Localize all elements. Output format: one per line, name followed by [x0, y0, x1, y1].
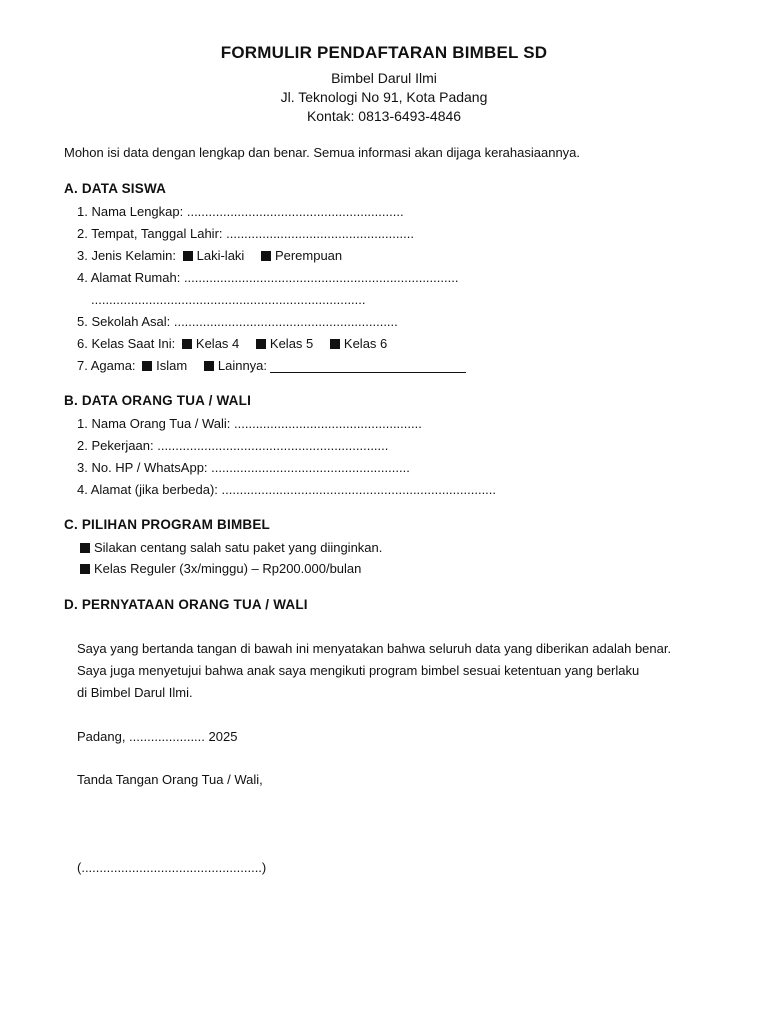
agama-label: 7. Agama: — [77, 358, 136, 373]
checkbox-perempuan[interactable] — [261, 251, 271, 261]
lainnya-input-line[interactable] — [270, 359, 466, 373]
org-address: Jl. Teknologi No 91, Kota Padang — [280, 89, 488, 105]
checkbox-kelas-6[interactable] — [330, 339, 340, 349]
option-perempuan: Perempuan — [274, 248, 343, 263]
program-option-reguler — [77, 561, 361, 576]
kelas-label: 6. Kelas Saat Ini: — [77, 336, 176, 351]
option-kelas-4: Kelas 4 — [195, 336, 240, 351]
field-alamat-rumah: 4. Alamat Rumah: ............................................................................ — [77, 270, 459, 285]
field-tempat-tanggal-lahir: 2. Tempat, Tanggal Lahir: .................................................... — [77, 226, 414, 241]
statement-line-3: di Bimbel Darul Ilmi. — [77, 685, 193, 700]
field-sekolah-asal: 5. Sekolah Asal: .............................................................. — [77, 314, 398, 329]
checkbox-laki-laki[interactable] — [183, 251, 193, 261]
section-a-heading: A. DATA SISWA — [64, 181, 167, 196]
section-b-heading: B. DATA ORANG TUA / WALI — [64, 393, 252, 408]
section-c-heading: C. PILIHAN PROGRAM BIMBEL — [64, 517, 270, 532]
org-name: Bimbel Darul Ilmi — [331, 70, 437, 86]
form-title: FORMULIR PENDAFTARAN BIMBEL SD — [220, 43, 548, 62]
program-instruction — [77, 540, 382, 555]
program-instruction-text: Silakan centang salah satu paket yang diinginkan. — [94, 540, 383, 555]
statement-line-2: Saya juga menyetujui bahwa anak saya mengikuti program bimbel sesuai ketentuan yang berlaku — [77, 663, 640, 678]
field-alamat-wali: 4. Alamat (jika berbeda): ............................................................................ — [77, 482, 497, 497]
jenis-kelamin-label: 3. Jenis Kelamin: — [77, 248, 176, 263]
option-islam: Islam — [156, 358, 188, 373]
intro-text: Mohon isi data dengan lengkap dan benar. Semua informasi akan dijaga kerahasiaannya. — [64, 145, 581, 160]
signature-label: Tanda Tangan Orang Tua / Wali, — [77, 772, 263, 787]
bullet-box — [80, 543, 90, 553]
option-kelas-reguler: Kelas Reguler (3x/minggu) – Rp200.000/bulan — [94, 561, 362, 576]
org-contact: Kontak: 0813-6493-4846 — [306, 108, 462, 124]
checkbox-islam[interactable] — [142, 361, 152, 371]
checkbox-kelas-reguler[interactable] — [80, 564, 90, 574]
field-jenis-kelamin — [77, 248, 342, 263]
option-kelas-6: Kelas 6 — [343, 336, 388, 351]
signature-line: (..................................................) — [77, 860, 267, 875]
field-kelas — [77, 336, 387, 351]
checkbox-lainnya[interactable] — [204, 361, 214, 371]
option-kelas-5: Kelas 5 — [269, 336, 314, 351]
statement-line-1: Saya yang bertanda tangan di bawah ini menyatakan bahwa seluruh data yang diberikan adalah benar. — [77, 641, 672, 656]
field-nama-orang-tua: 1. Nama Orang Tua / Wali: .................................................... — [77, 416, 422, 431]
section-d-heading: D. PERNYATAAN ORANG TUA / WALI — [64, 597, 308, 612]
field-alamat-rumah-cont: ............................................................................ — [91, 292, 366, 307]
field-nama-lengkap: 1. Nama Lengkap: ............................................................ — [77, 204, 404, 219]
field-pekerjaan: 2. Pekerjaan: ................................................................ — [77, 438, 389, 453]
option-lainnya: Lainnya: — [217, 358, 268, 373]
checkbox-kelas-4[interactable] — [182, 339, 192, 349]
field-no-hp: 3. No. HP / WhatsApp: ....................................................... — [77, 460, 410, 475]
place-date: Padang, ..................... 2025 — [77, 729, 238, 744]
checkbox-kelas-5[interactable] — [256, 339, 266, 349]
option-laki-laki: Laki-laki — [196, 248, 245, 263]
field-agama — [77, 358, 466, 373]
